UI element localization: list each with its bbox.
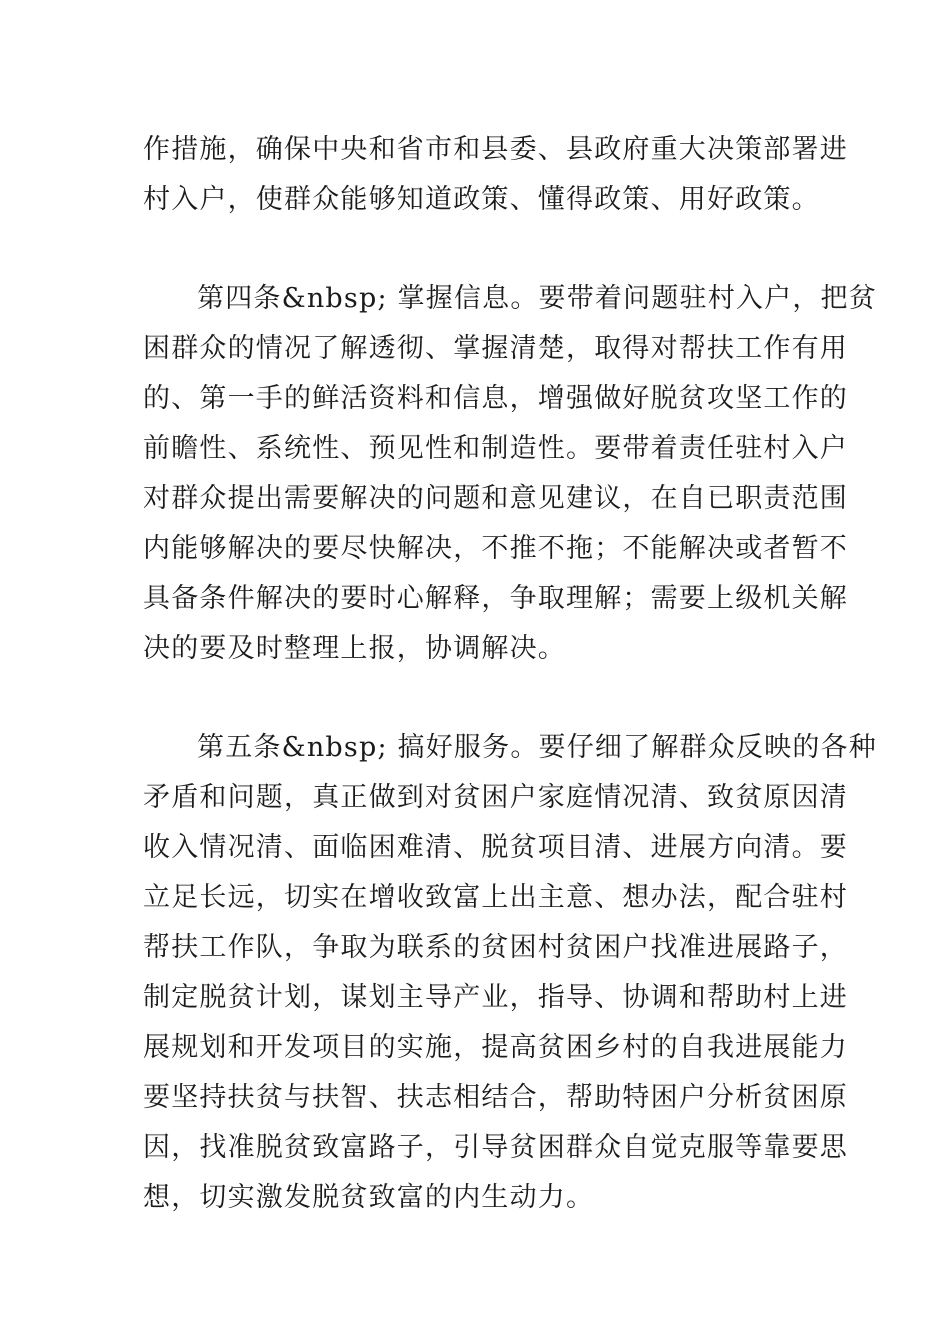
paragraph-2-line-5: 对群众提出需要解决的问题和意见建议，在自已职责范围: [143, 483, 848, 514]
paragraph-1-line-2: 村入户，使群众能够知道政策、懂得政策、用好政策。: [143, 184, 820, 215]
paragraph-2-line-2: 困群众的情况了解透彻、掌握清楚，取得对帮扶工作有用: [143, 333, 848, 364]
paragraph-2-line-1: 第四条&nbsp; 掌握信息。要带着问题驻村入户，把贫: [197, 283, 877, 314]
paragraph-3-line-8: 要坚持扶贫与扶智、扶志相结合，帮助特困户分析贫困原: [143, 1082, 848, 1113]
paragraph-3-line-9: 因，找准脱贫致富路子，引导贫困群众自觉克服等靠要思: [143, 1132, 848, 1163]
paragraph-1-line-1: 作措施，确保中央和省市和县委、县政府重大决策部署进: [143, 134, 848, 165]
paragraph-3-line-1: 第五条&nbsp; 搞好服务。要仔细了解群众反映的各种: [197, 732, 877, 763]
paragraph-2-line-3: 的、第一手的鲜活资料和信息，增强做好脱贫攻坚工作的: [143, 383, 848, 414]
paragraph-2-line-7: 具备条件解决的要时心解释，争取理解；需要上级机关解: [143, 583, 848, 614]
paragraph-3-line-7: 展规划和开发项目的实施，提高贫困乡村的自我进展能力: [143, 1032, 848, 1063]
paragraph-3-line-2: 矛盾和问题，真正做到对贫困户家庭情况清、致贫原因清: [143, 782, 848, 813]
paragraph-2-line-4: 前瞻性、系统性、预见性和制造性。要带着责任驻村入户: [143, 433, 848, 464]
paragraph-3-line-10: 想，切实激发脱贫致富的内生动力。: [143, 1182, 595, 1213]
paragraph-3-line-4: 立足长远，切实在增收致富上出主意、想办法，配合驻村: [143, 882, 848, 913]
paragraph-3-line-6: 制定脱贫计划，谋划主导产业，指导、协调和帮助村上进: [143, 982, 848, 1013]
paragraph-2-line-8: 决的要及时整理上报，协调解决。: [143, 633, 566, 664]
paragraph-3-line-5: 帮扶工作队，争取为联系的贫困村贫困户找准进展路子，: [143, 932, 848, 963]
paragraph-3-line-3: 收入情况清、面临困难清、脱贫项目清、进展方向清。要: [143, 832, 848, 863]
paragraph-2-line-6: 内能够解决的要尽快解决，不推不拖；不能解决或者暂不: [143, 533, 848, 564]
